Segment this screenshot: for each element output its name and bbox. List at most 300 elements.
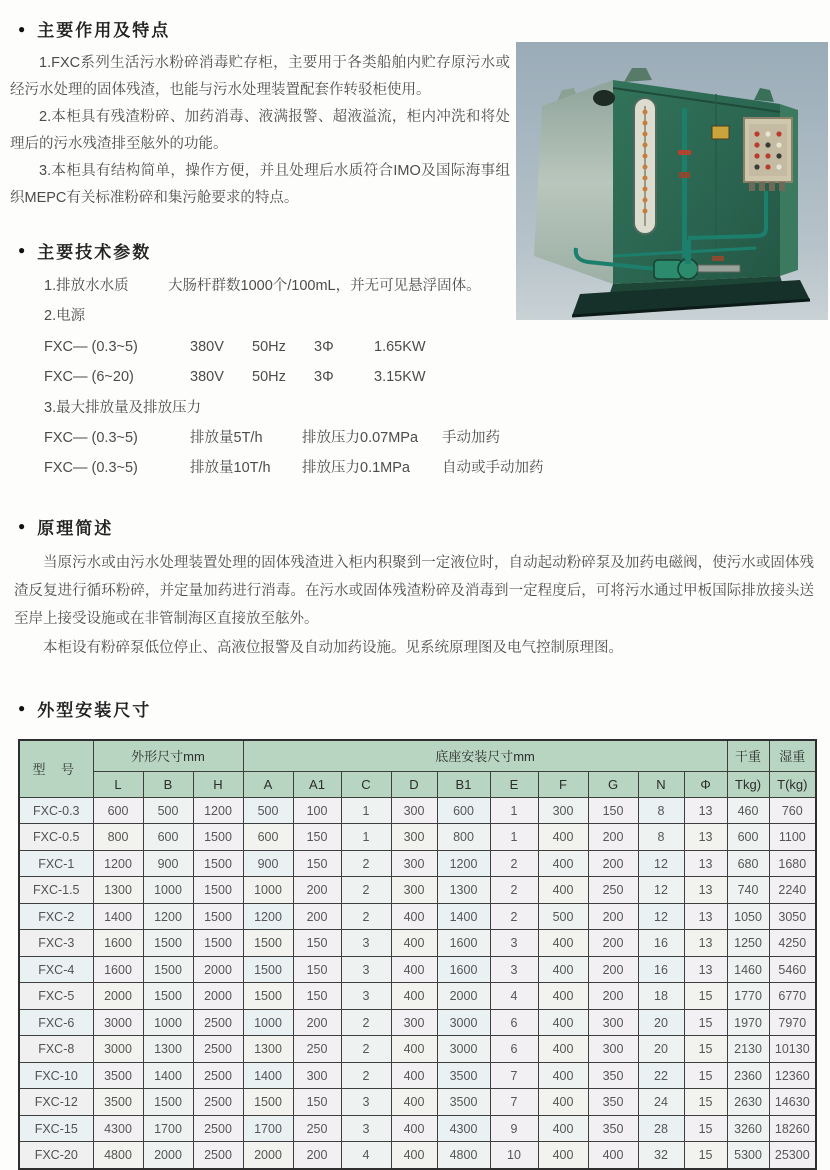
value-cell: 1500: [143, 956, 193, 983]
value-cell: 400: [391, 903, 437, 930]
value-cell: 16: [638, 956, 684, 983]
value-cell: 250: [293, 1115, 341, 1142]
value-cell: 1200: [437, 850, 490, 877]
value-cell: 1600: [93, 956, 143, 983]
model-cell: FXC-8: [19, 1036, 93, 1063]
value-cell: 1400: [93, 903, 143, 930]
value-cell: 1500: [193, 877, 243, 904]
value-cell: 16: [638, 930, 684, 957]
model-cell: FXC-6: [19, 1009, 93, 1036]
value-cell: 400: [538, 877, 588, 904]
value-cell: 7: [490, 1089, 538, 1116]
value-cell: 400: [391, 930, 437, 957]
value-cell: 1: [341, 824, 391, 851]
power-voltage: 380V: [190, 369, 224, 386]
bullet-icon: ●: [18, 701, 26, 716]
value-cell: 12: [638, 877, 684, 904]
power-label-line: 2.电源: [44, 308, 86, 325]
value-cell: 1300: [243, 1036, 293, 1063]
value-cell: 600: [143, 824, 193, 851]
value-cell: 200: [293, 1009, 341, 1036]
model-cell: FXC-12: [19, 1089, 93, 1116]
value-cell: 7: [490, 1062, 538, 1089]
value-cell: 2000: [243, 1142, 293, 1169]
table-row: [19, 877, 816, 904]
header-base-group: 底座安装尺寸mm: [243, 740, 727, 772]
value-cell: 2: [341, 877, 391, 904]
value-cell: 300: [293, 1062, 341, 1089]
value-cell: 350: [588, 1089, 638, 1116]
value-cell: 3: [341, 1089, 391, 1116]
value-cell: 300: [391, 1009, 437, 1036]
bullet-icon: ●: [18, 21, 26, 36]
value-cell: 2000: [437, 983, 490, 1010]
sub-header-cell: L: [93, 771, 143, 797]
bullet-icon: ●: [18, 519, 26, 534]
value-cell: 2500: [193, 1009, 243, 1036]
value-cell: 460: [727, 797, 769, 824]
value-cell: 4: [490, 983, 538, 1010]
value-cell: 2500: [193, 1089, 243, 1116]
value-cell: 2630: [727, 1089, 769, 1116]
power-voltage: 380V: [190, 338, 224, 355]
value-cell: 2500: [193, 1142, 243, 1169]
value-cell: 8: [638, 797, 684, 824]
value-cell: 15: [684, 1142, 727, 1169]
value-cell: 250: [588, 877, 638, 904]
value-cell: 500: [143, 797, 193, 824]
features-paragraph-2: 2.本柜具有残渣粉碎、加药消毒、液满报警、超液溢流，柜内冲洗和将处理后的污水残渣排至舷外的功能。: [10, 108, 510, 152]
value-cell: 15: [684, 1089, 727, 1116]
value-cell: 1400: [143, 1062, 193, 1089]
value-cell: 20: [638, 1036, 684, 1063]
value-cell: 400: [538, 1036, 588, 1063]
max-discharge-label-line: 3.最大排放量及排放压力: [44, 399, 202, 416]
value-cell: 2500: [193, 1036, 243, 1063]
value-cell: 3500: [437, 1089, 490, 1116]
model-cell: FXC-20: [19, 1142, 93, 1169]
value-cell: 15: [684, 1036, 727, 1063]
value-cell: 1: [490, 797, 538, 824]
value-cell: 400: [391, 956, 437, 983]
principle-paragraph-1: 当原污水或由污水处理装置处理的固体残渣进入柜内积聚到一定液位时，自动起动粉碎泵及加药电磁阀，使污水或固体残渣反复进行循环粉碎，并定量加药进行消毒。在污水或固体残渣粉碎及消毒到一定程度后，可将污水通过甲板国际排放接头送至岸上接受设施或在非管制海区直接放至舷外。: [14, 554, 814, 628]
value-cell: 2: [341, 1062, 391, 1089]
value-cell: 4300: [93, 1115, 143, 1142]
discharge-rate: 排放量5T/h: [190, 430, 263, 446]
value-cell: 400: [538, 956, 588, 983]
value-cell: 6770: [769, 983, 816, 1010]
value-cell: 2: [341, 1036, 391, 1063]
value-cell: 1600: [437, 930, 490, 957]
control-panel-icon: [744, 118, 792, 191]
value-cell: 2: [341, 1009, 391, 1036]
value-cell: 1460: [727, 956, 769, 983]
value-cell: 3: [341, 956, 391, 983]
value-cell: 4300: [437, 1115, 490, 1142]
power-model: FXC— (0.3~5): [44, 338, 138, 355]
features-paragraph-3: 3.本柜具有结构简单，操作方便，并且处理后水质符合IMO及国际海事组织MEPC有关标准粉碎和集污舱要求的特点。: [10, 162, 510, 206]
value-cell: 13: [684, 850, 727, 877]
value-cell: 400: [538, 1089, 588, 1116]
dimensions-table: [18, 739, 817, 1170]
value-cell: 200: [588, 956, 638, 983]
model-cell: FXC-1.5: [19, 877, 93, 904]
value-cell: 13: [684, 877, 727, 904]
value-cell: 400: [538, 850, 588, 877]
value-cell: 400: [391, 1142, 437, 1169]
value-cell: 3500: [93, 1089, 143, 1116]
model-cell: FXC-5: [19, 983, 93, 1010]
value-cell: 3050: [769, 903, 816, 930]
sub-header-cell: G: [588, 771, 638, 797]
value-cell: 25300: [769, 1142, 816, 1169]
sub-header-cell: B: [143, 771, 193, 797]
table-row: [19, 824, 816, 851]
value-cell: 15: [684, 1009, 727, 1036]
model-cell: FXC-4: [19, 956, 93, 983]
value-cell: 1300: [143, 1036, 193, 1063]
sub-header-cell: Φ: [684, 771, 727, 797]
value-cell: 13: [684, 797, 727, 824]
table-row: [19, 850, 816, 877]
value-cell: 3: [341, 930, 391, 957]
value-cell: 250: [293, 1036, 341, 1063]
value-cell: 1: [341, 797, 391, 824]
sub-header-cell: N: [638, 771, 684, 797]
table-row: [19, 956, 816, 983]
value-cell: 1400: [243, 1062, 293, 1089]
value-cell: 300: [588, 1009, 638, 1036]
value-cell: 22: [638, 1062, 684, 1089]
sub-header-cell: B1: [437, 771, 490, 797]
sub-header-cell: C: [341, 771, 391, 797]
value-cell: 400: [391, 1115, 437, 1142]
header-wet-weight: 湿重: [769, 740, 816, 772]
value-cell: 2360: [727, 1062, 769, 1089]
value-cell: 3: [490, 956, 538, 983]
value-cell: 15: [684, 983, 727, 1010]
value-cell: 3500: [437, 1062, 490, 1089]
power-kw: 1.65KW: [374, 338, 426, 355]
vent-knob-icon: [593, 90, 615, 106]
value-cell: 600: [727, 824, 769, 851]
value-cell: 350: [588, 1115, 638, 1142]
power-phase: 3Φ: [314, 369, 334, 386]
value-cell: 5300: [727, 1142, 769, 1169]
value-cell: 6: [490, 1009, 538, 1036]
value-cell: 200: [588, 930, 638, 957]
value-cell: 2500: [193, 1062, 243, 1089]
value-cell: 150: [293, 983, 341, 1010]
value-cell: 150: [293, 956, 341, 983]
value-cell: 32: [638, 1142, 684, 1169]
value-cell: 1000: [143, 877, 193, 904]
value-cell: 350: [588, 1062, 638, 1089]
value-cell: 600: [437, 797, 490, 824]
name-plate-icon: [712, 126, 729, 139]
value-cell: 6: [490, 1036, 538, 1063]
water-quality-label: 1.排放水水质: [44, 277, 129, 294]
value-cell: 100: [293, 797, 341, 824]
discharge-model: FXC— (0.3~5): [44, 460, 138, 477]
discharge-rate: 排放量10T/h: [190, 460, 271, 477]
table-row: [19, 1036, 816, 1063]
value-cell: 2: [490, 903, 538, 930]
model-cell: FXC-0.5: [19, 824, 93, 851]
value-cell: 1500: [193, 930, 243, 957]
model-cell: FXC-10: [19, 1062, 93, 1089]
value-cell: 13: [684, 903, 727, 930]
value-cell: 4: [341, 1142, 391, 1169]
dimensions-table-head: [19, 740, 816, 798]
product-photo: [516, 42, 828, 320]
table-row: [19, 1009, 816, 1036]
power-row: [44, 332, 830, 362]
value-cell: 1100: [769, 824, 816, 851]
value-cell: 1200: [243, 903, 293, 930]
sub-header-row: [19, 771, 816, 797]
section-title-text: 主要作用及特点: [37, 21, 171, 40]
value-cell: 600: [243, 824, 293, 851]
value-cell: 2130: [727, 1036, 769, 1063]
value-cell: 1500: [193, 903, 243, 930]
value-cell: 7970: [769, 1009, 816, 1036]
value-cell: 1400: [437, 903, 490, 930]
power-phase: 3Φ: [314, 338, 334, 355]
value-cell: 3260: [727, 1115, 769, 1142]
dimensions-table-wrap: [18, 739, 830, 1170]
value-cell: 200: [293, 877, 341, 904]
value-cell: 1500: [193, 850, 243, 877]
header-model: 型 号: [19, 740, 93, 798]
value-cell: 600: [93, 797, 143, 824]
dimensions-table-body: [19, 797, 816, 1169]
value-cell: 500: [243, 797, 293, 824]
value-cell: 1200: [143, 903, 193, 930]
value-cell: 400: [538, 983, 588, 1010]
value-cell: 10130: [769, 1036, 816, 1063]
table-row: [19, 983, 816, 1010]
value-cell: 24: [638, 1089, 684, 1116]
value-cell: 2000: [193, 983, 243, 1010]
power-kw: 3.15KW: [374, 369, 426, 386]
discharge-model: FXC— (0.3~5): [44, 430, 138, 446]
value-cell: 2: [341, 903, 391, 930]
sub-header-cell: T(kg): [769, 771, 816, 797]
value-cell: 150: [293, 930, 341, 957]
value-cell: 150: [588, 797, 638, 824]
sub-header-cell: F: [538, 771, 588, 797]
section-title-text: 主要技术参数: [37, 242, 152, 262]
principle-text: [14, 549, 814, 662]
value-cell: 3500: [93, 1062, 143, 1089]
model-cell: FXC-1: [19, 850, 93, 877]
value-cell: 2240: [769, 877, 816, 904]
value-cell: 150: [293, 824, 341, 851]
value-cell: 8: [638, 824, 684, 851]
table-row: [19, 903, 816, 930]
value-cell: 15: [684, 1062, 727, 1089]
header-outline-group: 外形尺寸mm: [93, 740, 243, 772]
section-principle: [0, 514, 830, 662]
table-row: [19, 1062, 816, 1089]
value-cell: 1: [490, 824, 538, 851]
value-cell: 2: [341, 850, 391, 877]
value-cell: 760: [769, 797, 816, 824]
group-header-row: [19, 740, 816, 772]
value-cell: 2000: [193, 956, 243, 983]
value-cell: 200: [588, 903, 638, 930]
value-cell: 28: [638, 1115, 684, 1142]
value-cell: 1500: [193, 824, 243, 851]
value-cell: 400: [391, 983, 437, 1010]
value-cell: 300: [391, 797, 437, 824]
model-cell: FXC-2: [19, 903, 93, 930]
section-title-dimensions: [0, 696, 830, 721]
value-cell: 400: [588, 1142, 638, 1169]
value-cell: 18: [638, 983, 684, 1010]
section-dimensions: [0, 696, 830, 1170]
power-model: FXC— (6~20): [44, 369, 134, 386]
value-cell: 1770: [727, 983, 769, 1010]
sub-header-cell: H: [193, 771, 243, 797]
value-cell: 12: [638, 850, 684, 877]
header-dry-weight: 干重: [727, 740, 769, 772]
sub-header-cell: Tkg): [727, 771, 769, 797]
value-cell: 1500: [243, 1089, 293, 1116]
value-cell: 800: [93, 824, 143, 851]
table-row: [19, 1089, 816, 1116]
value-cell: 18260: [769, 1115, 816, 1142]
value-cell: 1600: [93, 930, 143, 957]
value-cell: 1500: [243, 956, 293, 983]
value-cell: 4800: [437, 1142, 490, 1169]
value-cell: 12360: [769, 1062, 816, 1089]
value-cell: 1250: [727, 930, 769, 957]
value-cell: 400: [538, 824, 588, 851]
power-frequency: 50Hz: [252, 338, 286, 355]
discharge-dosing: 自动或手动加药: [442, 460, 544, 477]
value-cell: 3000: [437, 1009, 490, 1036]
value-cell: 1300: [437, 877, 490, 904]
value-cell: 200: [293, 1142, 341, 1169]
value-cell: 2: [490, 877, 538, 904]
value-cell: 400: [538, 1142, 588, 1169]
value-cell: 20: [638, 1009, 684, 1036]
value-cell: 2000: [143, 1142, 193, 1169]
value-cell: 1500: [243, 983, 293, 1010]
value-cell: 400: [538, 1115, 588, 1142]
value-cell: 14630: [769, 1089, 816, 1116]
value-cell: 300: [391, 824, 437, 851]
value-cell: 740: [727, 877, 769, 904]
value-cell: 1200: [193, 797, 243, 824]
discharge-row: [44, 423, 830, 453]
sub-header-cell: E: [490, 771, 538, 797]
table-row: [19, 1115, 816, 1142]
value-cell: 9: [490, 1115, 538, 1142]
value-cell: 1600: [437, 956, 490, 983]
value-cell: 10: [490, 1142, 538, 1169]
value-cell: 1500: [143, 930, 193, 957]
model-cell: FXC-15: [19, 1115, 93, 1142]
value-cell: 200: [293, 903, 341, 930]
value-cell: 1050: [727, 903, 769, 930]
value-cell: 15: [684, 1115, 727, 1142]
bullet-icon: ●: [18, 243, 26, 258]
value-cell: 2500: [193, 1115, 243, 1142]
value-cell: 400: [391, 1089, 437, 1116]
value-cell: 13: [684, 824, 727, 851]
value-cell: 1000: [143, 1009, 193, 1036]
value-cell: 200: [588, 824, 638, 851]
value-cell: 3000: [437, 1036, 490, 1063]
water-quality-value: 大肠杆群数1000个/100mL，并无可见悬浮固体。: [168, 277, 481, 294]
value-cell: 12: [638, 903, 684, 930]
value-cell: 3000: [93, 1009, 143, 1036]
value-cell: 1500: [143, 983, 193, 1010]
table-row: [19, 1142, 816, 1169]
value-cell: 400: [538, 930, 588, 957]
value-cell: 400: [538, 1009, 588, 1036]
value-cell: 900: [143, 850, 193, 877]
value-cell: 680: [727, 850, 769, 877]
value-cell: 4800: [93, 1142, 143, 1169]
power-frequency: 50Hz: [252, 369, 286, 386]
value-cell: 1500: [243, 930, 293, 957]
features-text: [10, 50, 510, 212]
value-cell: 1300: [93, 877, 143, 904]
value-cell: 500: [538, 903, 588, 930]
value-cell: 1700: [143, 1115, 193, 1142]
value-cell: 1000: [243, 877, 293, 904]
sub-header-cell: A: [243, 771, 293, 797]
principle-paragraph-2: 本柜设有粉碎泵低位停止、高液位报警及自动加药设施。见系统原理图及电气控制原理图。: [43, 639, 623, 656]
value-cell: 1970: [727, 1009, 769, 1036]
section-title-principle: [0, 514, 830, 539]
sub-header-cell: A1: [293, 771, 341, 797]
section-title-text: 原理简述: [37, 518, 114, 538]
value-cell: 3: [341, 1115, 391, 1142]
discharge-pressure: 排放压力0.07MPa: [302, 430, 419, 446]
level-gauge-icon: [634, 98, 656, 234]
value-cell: 3: [490, 930, 538, 957]
value-cell: 2: [490, 850, 538, 877]
discharge-pressure: 排放压力0.1MPa: [302, 460, 410, 477]
value-cell: 13: [684, 930, 727, 957]
value-cell: 400: [538, 1062, 588, 1089]
value-cell: 2000: [93, 983, 143, 1010]
value-cell: 400: [391, 1036, 437, 1063]
power-row: [44, 362, 830, 392]
value-cell: 1700: [243, 1115, 293, 1142]
section-title-features: [0, 16, 830, 41]
model-cell: FXC-3: [19, 930, 93, 957]
value-cell: 200: [588, 850, 638, 877]
value-cell: 150: [293, 850, 341, 877]
table-row: [19, 797, 816, 824]
value-cell: 4250: [769, 930, 816, 957]
value-cell: 300: [588, 1036, 638, 1063]
value-cell: 200: [588, 983, 638, 1010]
sub-header-cell: D: [391, 771, 437, 797]
section-title-text: 外型安装尺寸: [37, 700, 152, 720]
value-cell: 150: [293, 1089, 341, 1116]
features-paragraph-1: 1.FXC系列生活污水粉碎消毒贮存柜，主要用于各类船舶内贮存原污水或经污水处理的固体残渣，也能与污水处理装置配套作转驳柜使用。: [10, 55, 510, 98]
value-cell: 1680: [769, 850, 816, 877]
value-cell: 900: [243, 850, 293, 877]
value-cell: 1200: [93, 850, 143, 877]
